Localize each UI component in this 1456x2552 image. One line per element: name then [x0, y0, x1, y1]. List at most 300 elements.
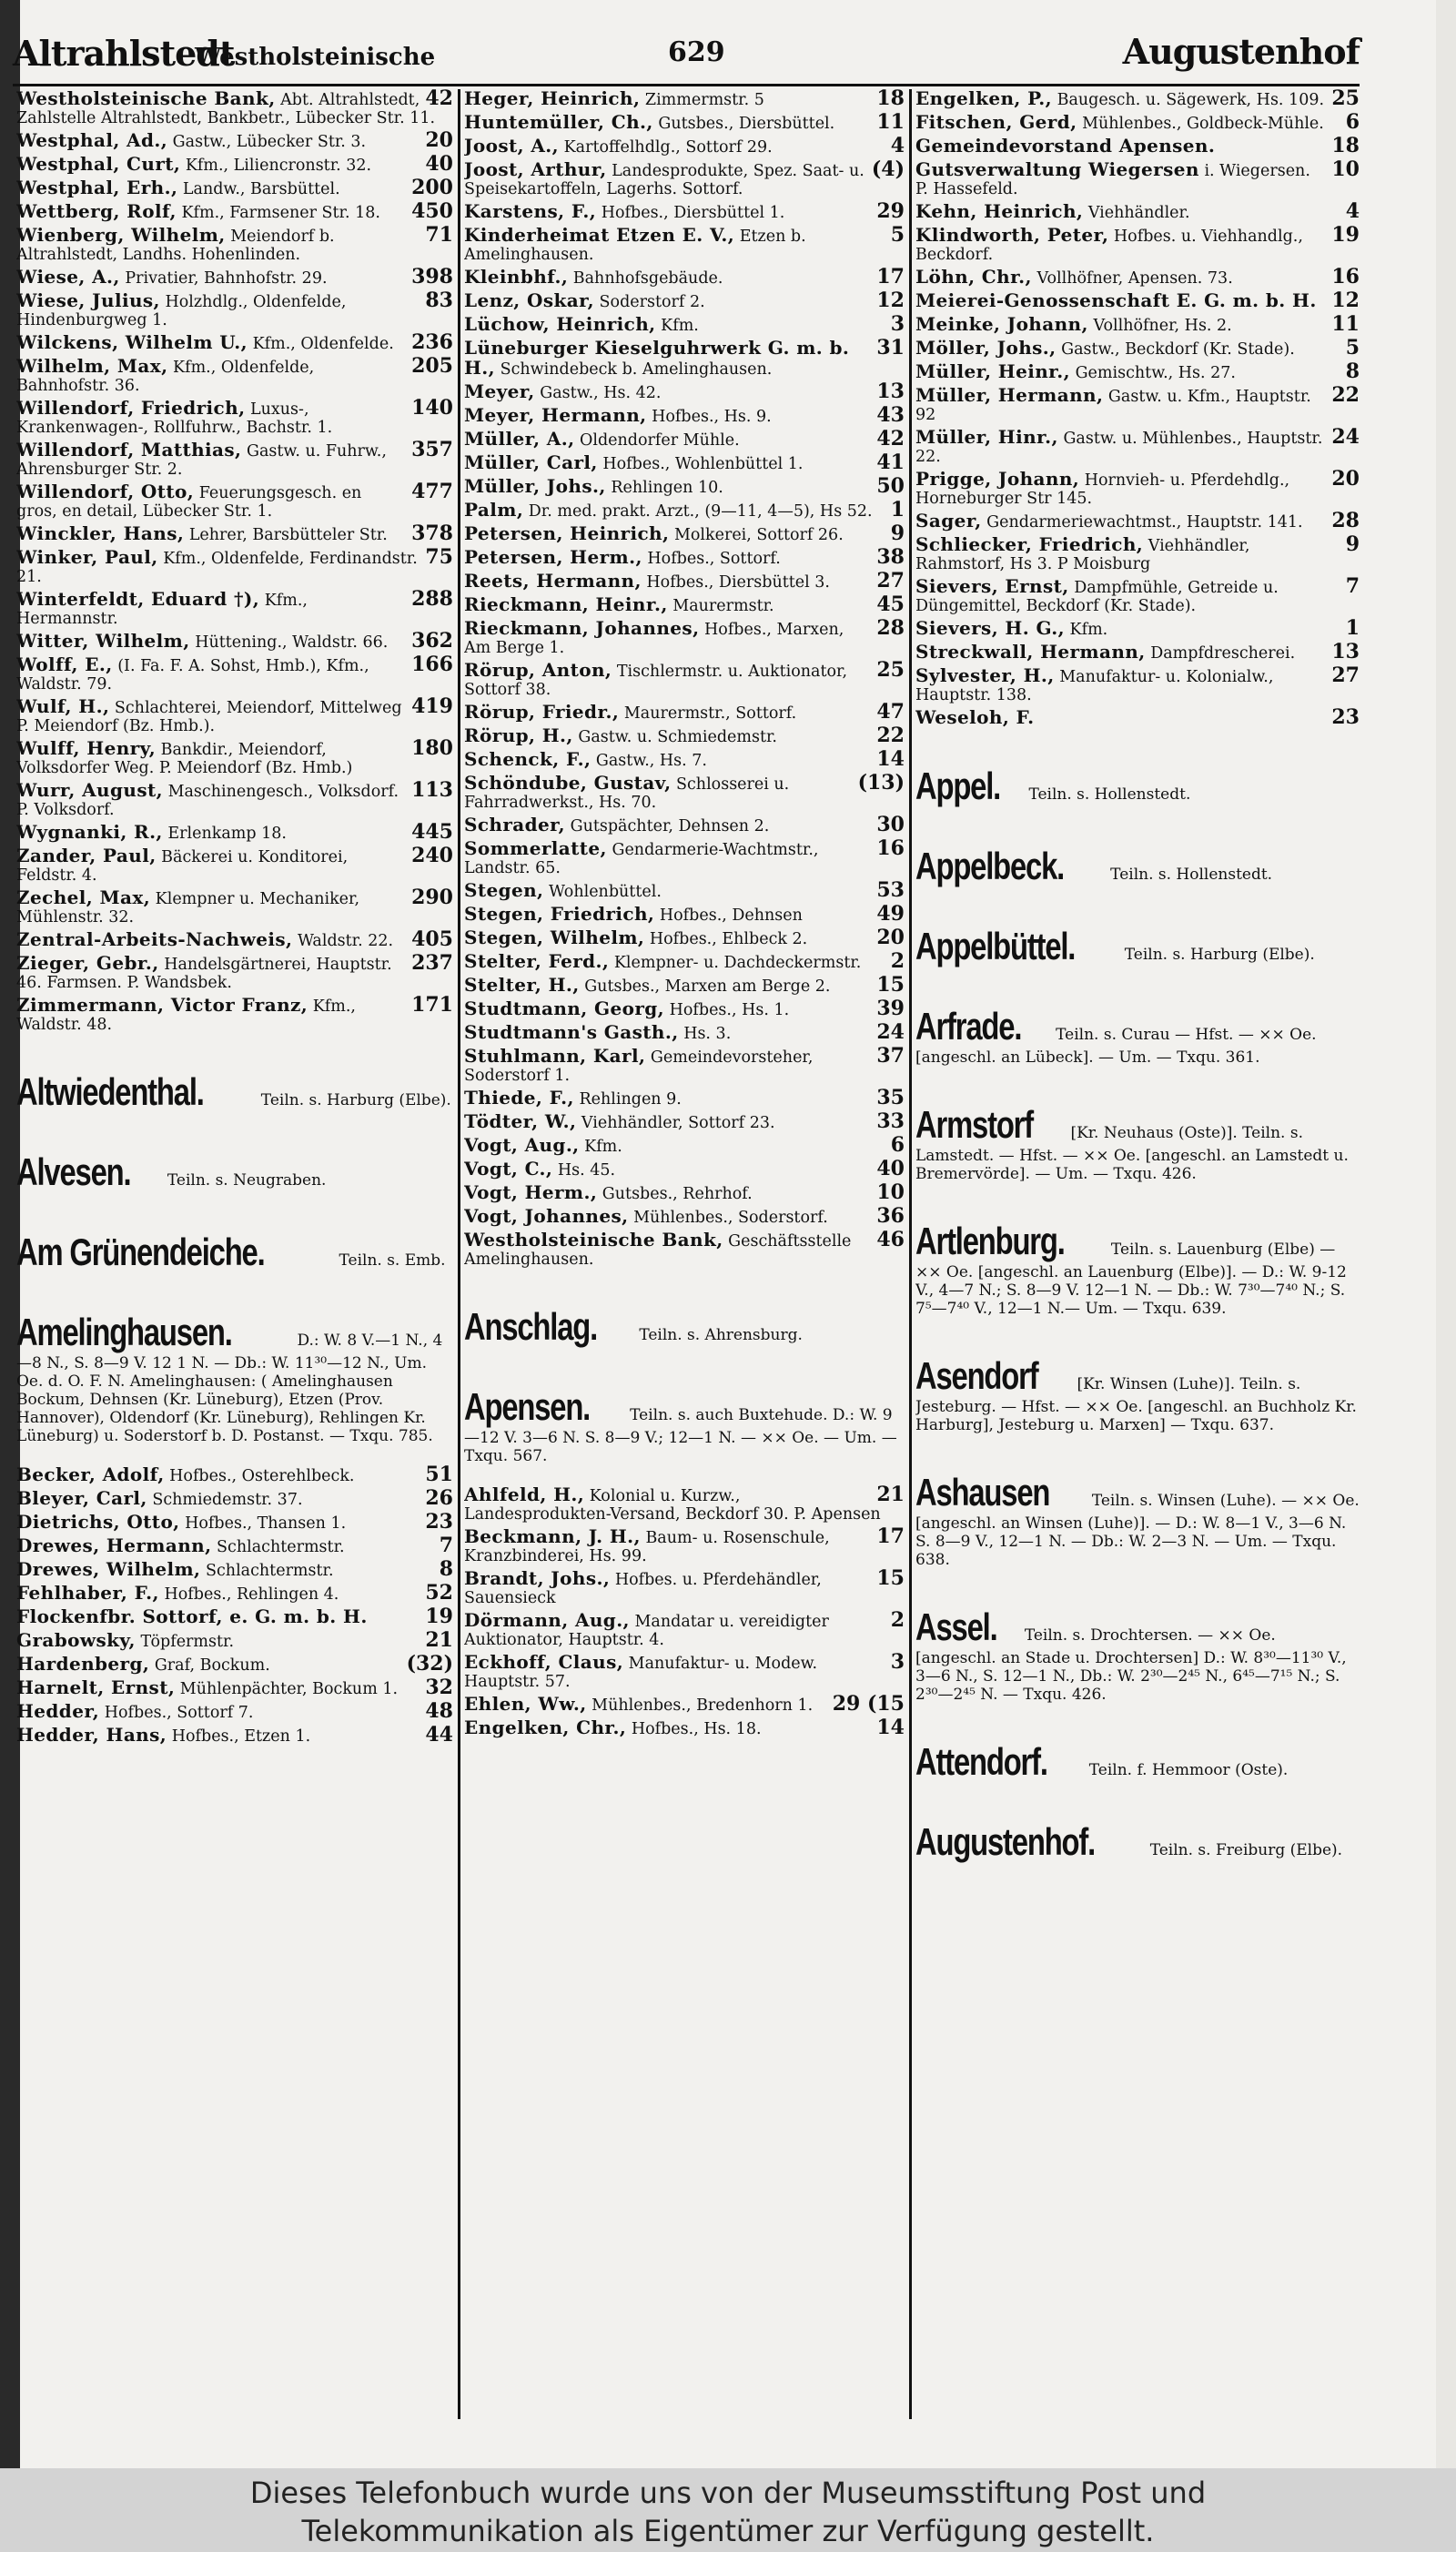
subscriber-name: Müller, Hinr.,: [915, 426, 1058, 448]
phone-number: 33: [876, 1109, 905, 1133]
subscriber-details: Hofbes., Hs. 1.: [669, 1001, 790, 1019]
directory-entry: [16, 736, 453, 777]
phone-number: 236: [411, 330, 453, 354]
subscriber-name: Schöndube, Gustav,: [464, 772, 672, 794]
subscriber-name: Sager,: [915, 510, 982, 532]
subscriber-name: Karstens, F.,: [464, 200, 597, 222]
subscriber-name: Rörup, Anton,: [464, 659, 612, 681]
subscriber-name: Streckwall, Hermann,: [915, 641, 1146, 663]
phone-number: 27: [876, 569, 905, 592]
directory-entry: [464, 474, 905, 498]
place-heading: [915, 1220, 1360, 1318]
subscriber-name: Sylvester, H.,: [915, 664, 1055, 686]
subscriber-details: Manufaktur- u. Kolonialw., Hauptstr. 138.: [915, 668, 1274, 704]
subscriber-name: Schenck, F.,: [464, 748, 592, 770]
ownership-banner: [0, 2468, 1456, 2552]
directory-entry: [464, 999, 905, 1019]
subscriber-name: Heger, Heinrich,: [464, 89, 641, 109]
subscriber-details: Schwindebeck b. Amelinghausen.: [500, 360, 773, 379]
subscriber-details: Gendarmeriewachtmst., Hauptstr. 141.: [986, 513, 1303, 532]
subscriber-name: Wienberg, Wilhelm,: [16, 224, 226, 246]
subscriber-name: Vogt, Herm.,: [464, 1181, 598, 1203]
subscriber-name: Becker, Adolf,: [16, 1463, 165, 1485]
place-note: Teiln. s. Winsen (Luhe). — ×× Oe. [angeschl. an Winsen (Luhe)]. — D.: W. 8—1 V., 3—6 N. S. 8—9 V., 12—1 N. — Db.: W. 2—3 N. — Um. — Txqu. 638.: [915, 1492, 1360, 1569]
subscriber-name: Kleinbhf.,: [464, 266, 569, 288]
subscriber-details: Töpfermstr.: [140, 1633, 235, 1651]
subscriber-name: Zentral-Arbeits-Nachweis,: [16, 928, 293, 950]
directory-entry: [464, 771, 905, 812]
place-name: Ashausen: [915, 1471, 1050, 1514]
subscriber-name: Schliecker, Friedrich,: [915, 533, 1144, 555]
directory-entry: [464, 592, 905, 616]
directory-entry: [915, 312, 1360, 336]
phone-number: 25: [876, 658, 905, 682]
subscriber-details: Wohlenbüttel.: [549, 883, 662, 901]
directory-entry: [16, 545, 453, 586]
directory-entry: [915, 157, 1360, 198]
subscriber-name: Kehn, Heinrich,: [915, 200, 1084, 222]
subscriber-details: Hs. 3.: [683, 1025, 732, 1043]
subscriber-details: Kfm.: [661, 317, 699, 335]
place-note: Teiln. s. Emb.: [339, 1251, 446, 1270]
subscriber-name: Lüchow, Heinrich,: [464, 313, 656, 335]
subscriber-details: Hofbes., Osterehlbeck.: [169, 1467, 355, 1485]
directory-entry: [464, 1566, 905, 1607]
subscriber-name: Vogt, Aug.,: [464, 1134, 580, 1156]
directory-entry: [16, 1510, 453, 1534]
column-1: [16, 89, 453, 2419]
subscriber-details: Oldendorfer Mühle.: [580, 431, 740, 450]
subscriber-details: Privatier, Bahnhofstr. 29.: [125, 269, 328, 288]
subscriber-name: Sievers, Ernst,: [915, 575, 1069, 597]
phone-number: 4: [890, 134, 905, 157]
directory-entry: [915, 110, 1360, 134]
place-name: Apensen.: [464, 1385, 591, 1428]
directory-entry: [464, 658, 905, 699]
phone-number: 1: [1345, 616, 1360, 640]
directory-entry: [464, 134, 905, 157]
subscriber-details: Mühlenbes., Goldbeck-Mühle.: [1082, 115, 1324, 133]
subscriber-name: Petersen, Heinrich,: [464, 522, 670, 544]
directory-entry: [464, 902, 905, 926]
subscriber-name: Müller, Hermann,: [915, 384, 1104, 406]
subscriber-details: Bahnhofsgebäude.: [572, 269, 723, 288]
phone-number: 23: [1331, 705, 1360, 729]
directory-entry: [16, 820, 453, 844]
place-heading: [915, 765, 1360, 808]
subscriber-details: Viehhändler, Sottorf 23.: [581, 1114, 775, 1132]
directory-entry: [16, 128, 453, 152]
subscriber-details: Hofbes., Diersbüttel 3.: [646, 573, 830, 592]
phone-number: 18: [876, 89, 905, 110]
phone-number: (32): [406, 1652, 453, 1676]
place-note: Teiln. s. Curau — Hfst. — ×× Oe. [angeschl. an Lübeck]. — Um. — Txqu. 361.: [915, 1026, 1317, 1067]
subscriber-details: Landesprodukte, Spez. Saat- u. Speisekartoffeln, Lagerhs. Sottorf.: [464, 162, 864, 198]
place-heading: [16, 1150, 453, 1194]
directory-entry: [16, 694, 453, 735]
subscriber-details: Rehlingen 9.: [579, 1090, 682, 1109]
phone-number: 4: [1345, 199, 1360, 223]
phone-number: 51: [425, 1463, 453, 1486]
directory-entry: [16, 223, 453, 264]
subscriber-name: Gemeindevorstand Apensen.: [915, 135, 1216, 157]
subscriber-details: Gastw. u. Fuhrw., Ahrensburger Str. 2.: [16, 442, 387, 479]
column-3: [915, 89, 1360, 2419]
directory-entry: [16, 1557, 453, 1581]
subscriber-details: Gemischtw., Hs. 27.: [1075, 364, 1236, 382]
subscriber-name: Rieckmann, Heinr.,: [464, 593, 668, 615]
directory-entry: [16, 1607, 453, 1627]
directory-entry: [16, 846, 453, 885]
subscriber-details: Hofbes., Dehnsen: [659, 906, 803, 925]
phone-number: 113: [411, 778, 453, 802]
subscriber-name: Wilhelm, Max,: [16, 355, 168, 377]
directory-entry: [464, 1204, 905, 1228]
phone-number: 24: [876, 1020, 905, 1044]
place-note: Teiln. s. Drochtersen. — ×× Oe. [angeschl. an Stade u. Drochtersen] D.: W. 8³⁰—11³⁰ V., 3—6 N., S. 12—1 N., Db.: W. 2³⁰—2⁴⁵ N., 6⁴⁵—7¹⁵ N.; S. 2³⁰—2⁴⁵ N. — Txqu. 426.: [915, 1626, 1347, 1704]
phone-number: 17: [876, 1524, 905, 1548]
subscriber-details: Hofbes., Diersbüttel 1.: [601, 204, 785, 222]
place-name: Alvesen.: [16, 1150, 131, 1193]
subscriber-name: Hardenberg,: [16, 1653, 150, 1675]
directory-entry: [915, 467, 1360, 508]
subscriber-details: Gastw. u. Mühlenbes., Hauptstr. 22.: [915, 430, 1323, 466]
place-heading: [16, 1070, 453, 1114]
phone-number: 36: [876, 1204, 905, 1228]
phone-number: 40: [425, 152, 453, 176]
subscriber-name: Stegen,: [464, 879, 544, 901]
subscriber-name: Tödter, W.,: [464, 1110, 577, 1132]
subscriber-details: Waldstr. 22.: [297, 932, 394, 950]
phone-number: 14: [876, 747, 905, 771]
directory-entry: [464, 1608, 905, 1649]
directory-entry: [464, 616, 905, 657]
subscriber-details: Feuerungsgesch. en gros, en detail, Lübecker Str. 1.: [16, 484, 362, 521]
subscriber-name: Willendorf, Matthias,: [16, 439, 242, 461]
directory-entry: [464, 427, 905, 451]
place-note: Teiln. s. Harburg (Elbe).: [1124, 946, 1315, 964]
subscriber-name: Willendorf, Friedrich,: [16, 397, 246, 419]
place-heading: [16, 1230, 453, 1274]
subscriber-name: Weseloh, F.: [915, 706, 1035, 728]
directory-entry: [16, 1628, 453, 1652]
subscriber-details: Bäckerei u. Konditorei, Feldstr. 4.: [16, 848, 349, 885]
subscriber-details: Mandatar u. vereidigter Auktionator, Hauptstr. 4.: [464, 1613, 829, 1649]
directory-entry: [915, 532, 1360, 573]
directory-entry: [915, 89, 1360, 109]
subscriber-details: Meiendorf b. Altrahlstedt, Landhs. Hohenlinden.: [16, 228, 335, 264]
directory-entry: [16, 265, 453, 289]
phone-number: 45: [876, 592, 905, 616]
subscriber-details: Schlosserei u. Fahrradwerkst., Hs. 70.: [464, 775, 790, 812]
subscriber-details: Bankdir., Meiendorf, Volksdorfer Weg. P. Meiendorf (Bz. Hmb.): [16, 741, 353, 777]
subscriber-details: Hofbes., Marxen, Am Berge 1.: [464, 621, 844, 657]
subscriber-name: Stelter, H.,: [464, 974, 580, 996]
subscriber-details: Holzhdlg., Oldenfelde, Hindenburgweg 1.: [16, 293, 347, 329]
directory-entry: [915, 383, 1360, 424]
header-rule: [13, 84, 1360, 86]
subscriber-name: Fehlhaber, F.,: [16, 1582, 159, 1604]
place-name: Amelinghausen.: [16, 1311, 232, 1353]
phone-number: 477: [411, 480, 453, 503]
header-left-subtitle: Westholsteinische: [195, 44, 436, 71]
place-name: Appel.: [915, 765, 1001, 807]
phone-number: 29: [876, 199, 905, 223]
subscriber-details: Soderstorf 2.: [599, 293, 705, 311]
phone-number: 237: [411, 951, 453, 975]
subscriber-details: Gutspächter, Dehnsen 2.: [570, 817, 770, 835]
subscriber-details: (I. Fa. F. A. Sohst, Hmb.), Kfm., Waldstr. 79.: [16, 657, 369, 694]
phone-number: 5: [890, 223, 905, 247]
phone-number: 398: [411, 265, 453, 289]
directory-entry: [464, 1524, 905, 1565]
directory-entry: [16, 927, 453, 951]
subscriber-name: Reets, Hermann,: [464, 570, 642, 592]
directory-entry: [16, 629, 453, 653]
directory-entry: [464, 336, 905, 379]
subscriber-name: Wettberg, Rolf,: [16, 200, 177, 222]
subscriber-details: Hofbes., Sottorf 7.: [104, 1704, 254, 1722]
phone-number: 205: [411, 354, 453, 378]
column-2: [464, 89, 905, 2419]
subscriber-name: Stegen, Wilhelm,: [464, 927, 645, 948]
subscriber-details: Kartoffelhdlg., Sottorf 29.: [563, 138, 773, 157]
place-name: Assel.: [915, 1605, 997, 1648]
directory-entry: [16, 778, 453, 819]
place-note: D.: W. 8 V.—1 N., 4—8 N., S. 8—9 V. 12 1 N. — Db.: W. 11³⁰—12 N., Um. Oe. d. O. F. N. Amelinghausen: ( Amelinghausen Bockum, Dehnsen (Kr. Lüneburg), Etzen (Prov. Hannover), Oldendorf (Kr. Lüneburg), Rehlingen Kr. Lüneburg) u. Soderstorf b. D. Postanst. — Txqu. 785.: [16, 1332, 443, 1445]
subscriber-name: Müller, A.,: [464, 428, 575, 450]
directory-entry: [464, 1157, 905, 1180]
subscriber-details: Viehhändler.: [1087, 204, 1190, 222]
phone-number: 171: [411, 993, 453, 1017]
directory-entry: [464, 949, 905, 973]
place-heading: [464, 1305, 905, 1349]
subscriber-details: Erlenkamp 18.: [167, 825, 287, 843]
phone-number: 378: [411, 522, 453, 545]
directory-entry: [464, 1044, 905, 1085]
subscriber-details: Kfm., Farmsener Str. 18.: [181, 204, 380, 222]
subscriber-name: Huntemüller, Ch.,: [464, 111, 653, 133]
place-note: Teiln. s. Lauenburg (Elbe) — ×× Oe. [angeschl. an Lauenburg (Elbe)]. — D.: W. 9-12 V., 4—7 N.; S. 8—9 V. 12—1 N. — Db.: W. 7³⁰—7⁴⁰ N.; S. 7⁵—7⁴⁰ V., 12—1 N.— Um. — Txqu. 639.: [915, 1241, 1347, 1318]
subscriber-name: Müller, Heinr.,: [915, 360, 1070, 382]
place-name: Appelbüttel.: [915, 925, 1076, 967]
phone-number: 30: [876, 813, 905, 836]
phone-number: 22: [876, 724, 905, 747]
subscriber-name: Beckmann, J. H.,: [464, 1525, 641, 1547]
subscriber-details: Kfm., Waldstr. 48.: [16, 998, 356, 1034]
directory-entry: [915, 336, 1360, 360]
phone-number: 13: [1331, 640, 1360, 663]
directory-entry: [16, 354, 453, 395]
subscriber-name: Schrader,: [464, 814, 566, 835]
subscriber-details: Hofbes. u. Viehhandlg., Beckdorf.: [915, 228, 1303, 264]
subscriber-details: Tischlermstr. u. Auktionator, Sottorf 38.: [464, 663, 848, 699]
phone-number: 7: [439, 1534, 453, 1557]
place-name: Asendorf: [915, 1354, 1038, 1397]
subscriber-details: Gastw., Hs. 42.: [540, 384, 662, 402]
directory-entry: [16, 330, 453, 354]
subscriber-name: Ehlen, Ww.,: [464, 1693, 587, 1715]
phone-number: 16: [876, 836, 905, 860]
directory-entry: [16, 199, 453, 223]
subscriber-name: Westphal, Ad.,: [16, 129, 168, 151]
subscriber-name: Vogt, Johannes,: [464, 1205, 629, 1227]
directory-entry: [464, 382, 905, 402]
directory-entry: [464, 1230, 905, 1269]
directory-entry: [464, 747, 905, 771]
subscriber-name: Vogt, C.,: [464, 1158, 553, 1180]
place-note: Teiln. s. Hollenstedt.: [1028, 785, 1191, 804]
subscriber-name: Witter, Wilhelm,: [16, 630, 190, 652]
subscriber-details: Schmiedemstr. 37.: [152, 1491, 303, 1509]
phone-number: 26: [425, 1486, 453, 1510]
phone-number: 1: [890, 498, 905, 522]
subscriber-details: Mühlenpächter, Bockum 1.: [179, 1680, 399, 1698]
subscriber-details: Gastw., Beckdorf (Kr. Stade).: [1061, 340, 1295, 359]
subscriber-details: Dr. med. prakt. Arzt., (9—11, 4—5), Hs 52.: [528, 502, 873, 521]
directory-entry: [464, 836, 905, 877]
directory-entry: [915, 640, 1360, 663]
place-note: Teiln. s. Ahrensburg.: [639, 1326, 803, 1344]
subscriber-name: Zieger, Gebr.,: [16, 952, 159, 974]
subscriber-name: Engelken, P.,: [915, 89, 1052, 109]
directory-entry: [16, 1699, 453, 1723]
place-heading: [16, 1311, 453, 1445]
subscriber-name: Löhn, Chr.,: [915, 266, 1032, 288]
directory-entry: [464, 973, 905, 997]
subscriber-name: Müller, Johs.,: [464, 475, 606, 497]
subscriber-name: Dörmann, Aug.,: [464, 1609, 630, 1631]
phone-number: 8: [439, 1557, 453, 1581]
subscriber-name: Sievers, H. G.,: [915, 617, 1065, 639]
place-name: Altwiedenthal.: [16, 1070, 204, 1113]
directory-entry: [464, 569, 905, 592]
directory-entry: [464, 1133, 905, 1157]
phone-number: 11: [1331, 312, 1360, 336]
header-left-title: Altrahlstedt: [13, 33, 235, 74]
subscriber-details: Hofbes., Hs. 9.: [652, 408, 772, 426]
phone-number: 8: [1345, 360, 1360, 383]
subscriber-name: Engelken, Chr.,: [464, 1717, 627, 1738]
subscriber-details: Gemeindevorsteher, Soderstorf 1.: [464, 1048, 814, 1085]
phone-number: 2: [890, 949, 905, 973]
phone-number: 25: [1331, 89, 1360, 110]
subscriber-details: Etzen b. Amelinghausen.: [464, 228, 806, 264]
subscriber-name: Meierei-Genossenschaft E. G. m. b. H.: [915, 289, 1317, 311]
place-note: Teiln. s. Neugraben.: [167, 1171, 327, 1190]
directory-entry: [915, 362, 1360, 382]
subscriber-details: Luxus-, Krankenwagen-, Rollfuhrw., Bachstr. 1.: [16, 400, 333, 437]
subscriber-name: Harnelt, Ernst,: [16, 1676, 176, 1698]
subscriber-details: Dampfdrescherei.: [1150, 644, 1296, 663]
phone-number: 450: [411, 199, 453, 223]
place-note: Teiln. s. Harburg (Elbe).: [260, 1091, 451, 1109]
phone-number: 140: [411, 396, 453, 420]
subscriber-details: Hofbes., Thansen 1.: [185, 1514, 347, 1533]
directory-entry: [464, 928, 905, 948]
subscriber-name: Klindworth, Peter,: [915, 224, 1109, 246]
directory-entry: [16, 888, 453, 927]
subscriber-details: Schlachtermstr.: [217, 1538, 345, 1556]
phone-number: 21: [425, 1628, 453, 1652]
subscriber-details: Maurermstr.: [672, 597, 774, 615]
subscriber-name: Hedder,: [16, 1700, 100, 1722]
subscriber-name: Stuhlmann, Karl,: [464, 1045, 646, 1067]
directory-entry: [16, 178, 453, 198]
phone-number: 18: [1331, 134, 1360, 157]
phone-number: 42: [876, 427, 905, 451]
subscriber-details: Hs. 45.: [557, 1161, 616, 1180]
subscriber-name: Palm,: [464, 499, 524, 521]
phone-number: 20: [1331, 467, 1360, 491]
directory-entry: [464, 815, 905, 835]
subscriber-details: Graf, Bockum.: [154, 1656, 270, 1675]
place-heading: [915, 925, 1360, 968]
subscriber-name: Westholsteinische Bank,: [16, 89, 276, 109]
subscriber-details: Hofbes., Rehlingen 4.: [164, 1585, 339, 1604]
directory-entry: [464, 1086, 905, 1109]
subscriber-details: Klempner- u. Dachdeckermstr.: [613, 954, 862, 972]
subscriber-name: Grabowsky,: [16, 1629, 136, 1651]
directory-entry: [16, 993, 453, 1034]
subscriber-name: Rieckmann, Johannes,: [464, 617, 700, 639]
directory-entry: [16, 1536, 453, 1556]
phone-number: 180: [411, 736, 453, 760]
subscriber-details: Hofbes. u. Pferdehändler, Sauensieck: [464, 1571, 822, 1607]
phone-number: 20: [425, 128, 453, 152]
subscriber-details: Dampfmühle, Getreide u. Düngemittel, Beckdorf (Kr. Stade).: [915, 579, 1279, 615]
directory-entry: [464, 199, 905, 223]
phone-number: 40: [876, 1157, 905, 1180]
phone-number: 357: [411, 438, 453, 461]
subscriber-name: Westphal, Erh.,: [16, 177, 178, 198]
subscriber-name: Eckhoff, Claus,: [464, 1651, 624, 1673]
directory-entry: [915, 223, 1360, 264]
subscriber-name: Sommerlatte,: [464, 837, 607, 859]
directory-entry: [464, 110, 905, 134]
subscriber-details: Kfm., Oldenfelde.: [252, 335, 394, 353]
phone-number: 14: [876, 1716, 905, 1739]
subscriber-details: Kfm.: [1069, 621, 1108, 639]
subscriber-name: Winterfeldt, Eduard †),: [16, 588, 260, 610]
directory-entry: [464, 312, 905, 336]
place-heading: [915, 1605, 1360, 1704]
subscriber-details: Zimmermstr. 5: [644, 91, 764, 109]
place-heading: [915, 1740, 1360, 1784]
place-heading: [464, 1385, 905, 1465]
directory-entry: [915, 663, 1360, 704]
subscriber-details: Gutsbes., Rehrhof.: [602, 1185, 753, 1203]
subscriber-name: Westholsteinische Bank,: [464, 1229, 723, 1251]
subscriber-details: Kfm.: [584, 1138, 622, 1156]
subscriber-details: Kfm., Oldenfelde, Ferdinandstr. 21.: [16, 550, 418, 586]
phone-number: 19: [1331, 223, 1360, 247]
subscriber-name: Hedder, Hans,: [16, 1724, 167, 1746]
directory-entry: [16, 951, 453, 992]
directory-entry: [915, 574, 1360, 615]
subscriber-details: Hofbes., Ehlbeck 2.: [649, 930, 808, 948]
subscriber-name: Bleyer, Carl,: [16, 1487, 147, 1509]
phone-number: 24: [1331, 425, 1360, 449]
subscriber-name: Winckler, Hans,: [16, 522, 185, 544]
phone-number: 28: [1331, 509, 1360, 532]
directory-entry: [16, 438, 453, 479]
directory-entry: [915, 199, 1360, 223]
phone-number: 15: [876, 973, 905, 997]
phone-number: 39: [876, 997, 905, 1020]
phone-number: 49: [876, 902, 905, 926]
phone-number: 42: [425, 89, 453, 110]
